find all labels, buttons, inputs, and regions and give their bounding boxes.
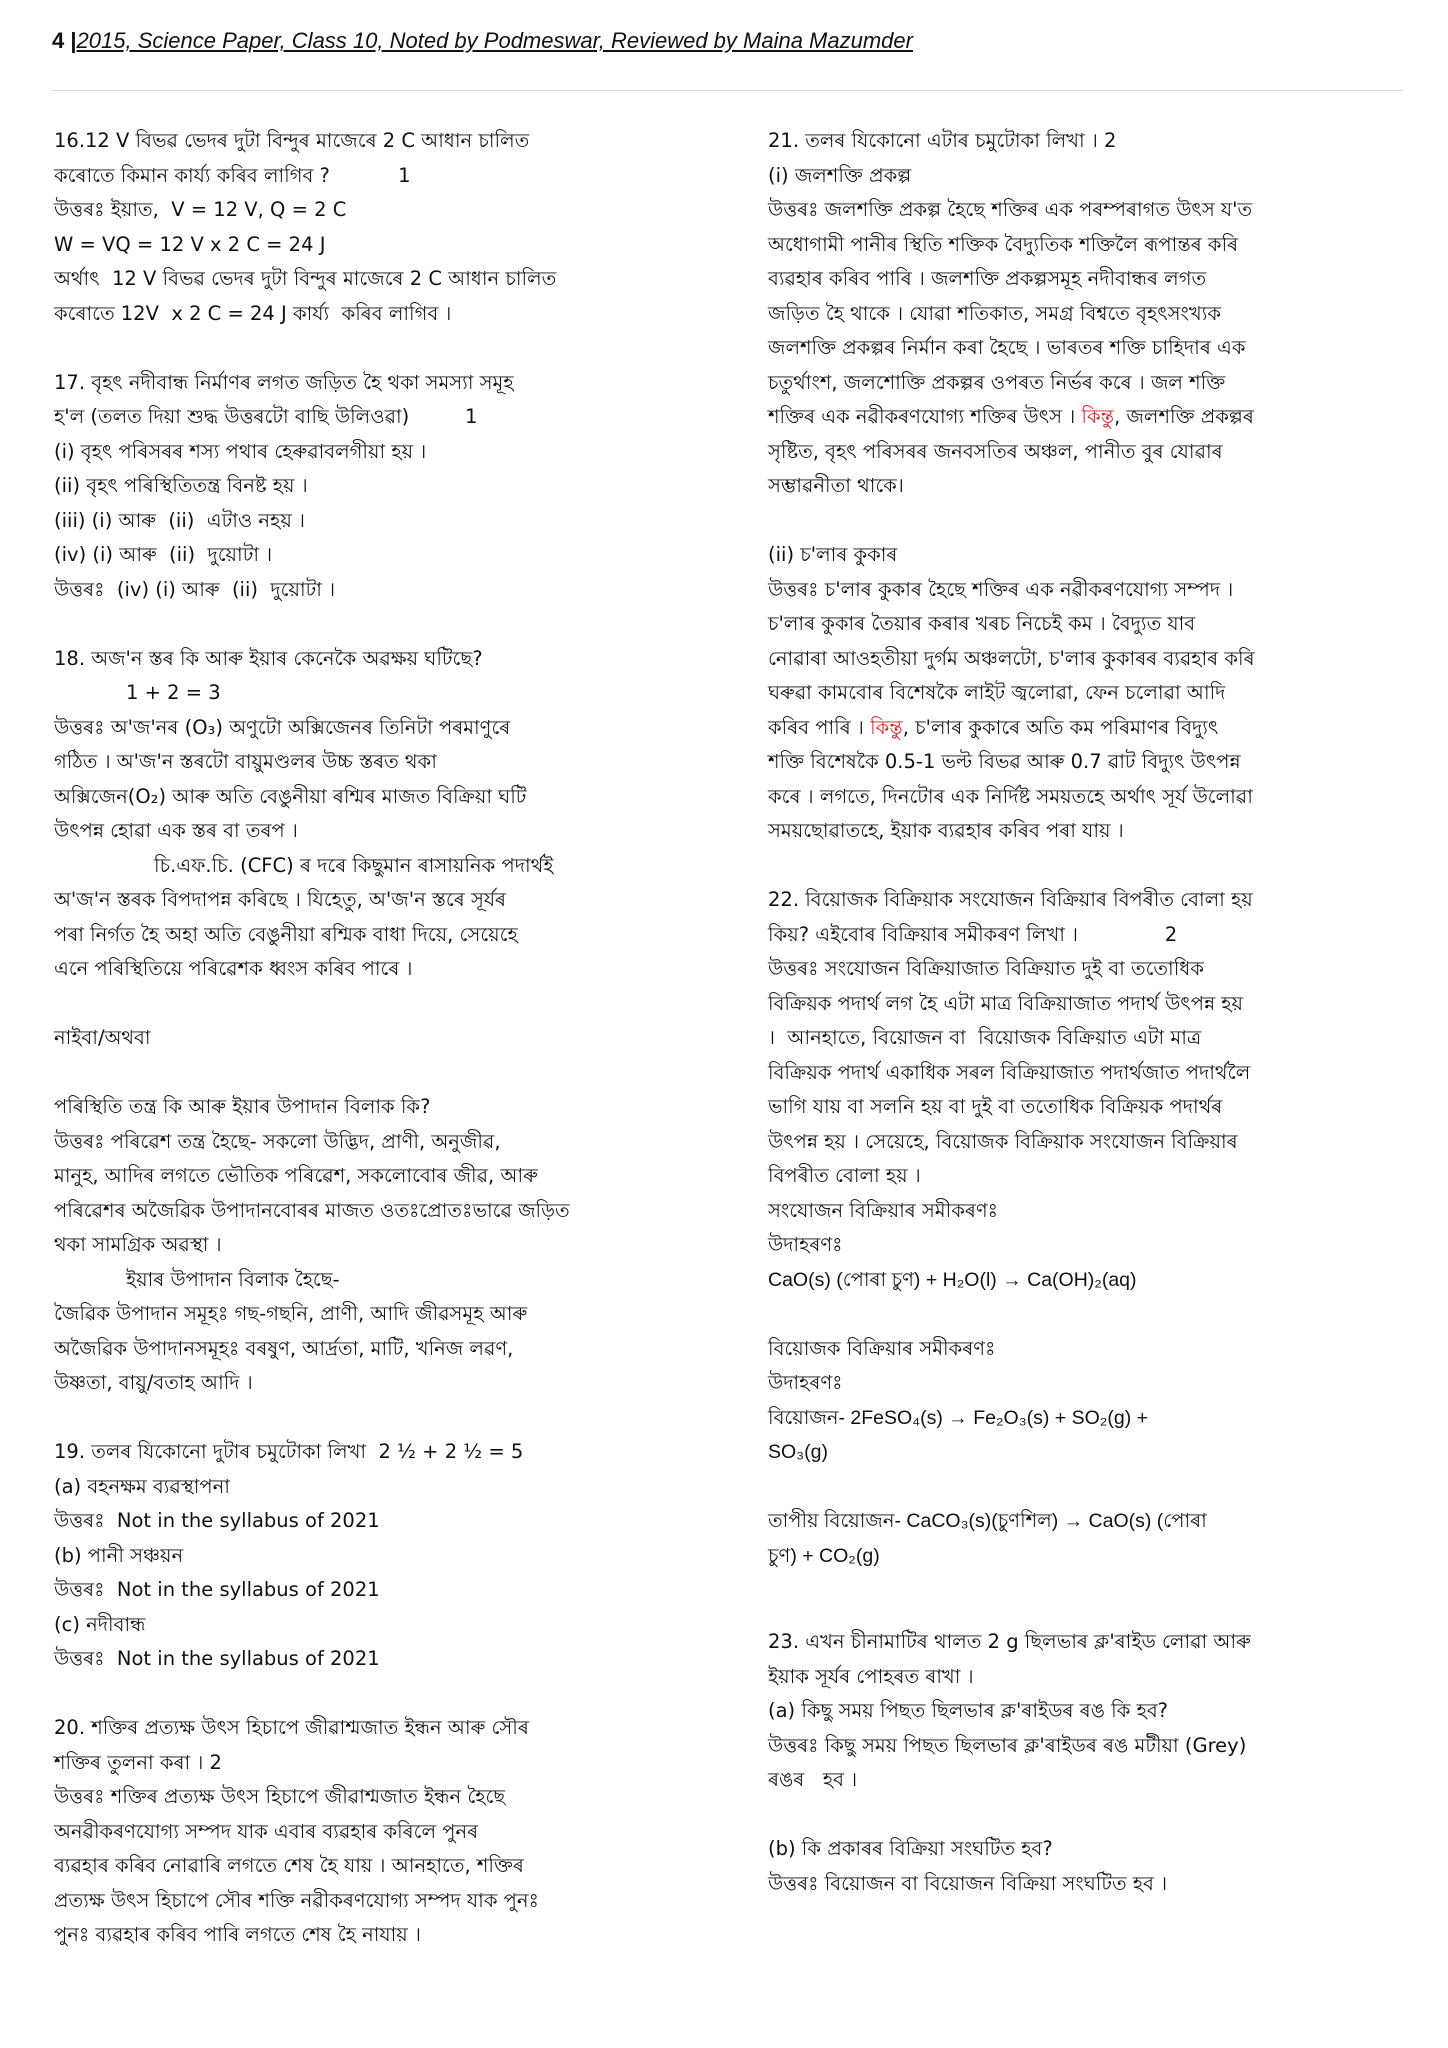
text-line: জৈৱিক উপাদান সমূহঃ গছ-গছনি, প্ৰাণী, আদি জীৱসমূহ আৰু bbox=[54, 1302, 528, 1325]
chemical-equation: SO₃(g) bbox=[768, 1441, 828, 1463]
text-line: 18. অজ'ন স্তৰ কি আৰু ইয়াৰ কেনেকৈ অৱক্ষয় ঘটিছে? bbox=[54, 646, 483, 670]
text-line: ঘৰুৱা কামবোৰ বিশেষকৈ লাইট জ্বলোৱা, ফেন চলোৱা আদি bbox=[768, 681, 1226, 704]
text-line: উৎপন্ন হয় । সেয়েহে, বিয়োজক বিক্ৰিয়াক সংযোজন বিক্ৰিয়াৰ bbox=[768, 1129, 1238, 1153]
document-title: 2015, Science Paper, Class 10, Noted by Podmeswar, Reviewed by Maina Mazumder bbox=[76, 28, 913, 53]
left-column bbox=[54, 124, 679, 1953]
text-line: 22. বিয়োজক বিক্ৰিয়াক সংযোজন বিক্ৰিয়াৰ বিপৰীত বোলা হয় bbox=[768, 888, 1253, 911]
text-line: (ii) চ'লাৰ কুকাৰ bbox=[768, 543, 898, 566]
text-line: ভাগি যায় বা সলনি হয় বা দুই বা ততোধিক বিক্ৰিয়ক পদাৰ্থৰ bbox=[768, 1095, 1223, 1118]
text-line: 23. এখন চীনামাটিৰ থালত 2 g ছিলভাৰ ক্ল'ৰাইড লোৱা আৰু bbox=[768, 1630, 1251, 1653]
text-line bbox=[768, 400, 1393, 435]
text-line: ৰঙৰ হব । bbox=[768, 1768, 858, 1791]
text-line: বিক্ৰিয়ক পদাৰ্থ লগ হৈ এটা মাত্ৰ বিক্ৰিয়াজাত পদাৰ্থ উৎপন্ন হয় bbox=[768, 991, 1244, 1015]
text-line: অনৱীকৰণযোগ্য সম্পদ যাক এবাৰ ব্যৱহাৰ কৰিলে পুনৰ bbox=[54, 1819, 479, 1843]
text-line: অক্সিজেন(O₂) আৰু অতি বেঙুনীয়া ৰশ্মিৰ মাজত বিক্ৰিয়া ঘটি bbox=[54, 784, 527, 808]
text-line: গঠিত । অ'জ'ন স্তৰটো বায়ুমণ্ডলৰ উচ্চ স্তৰত থকা bbox=[54, 750, 437, 773]
text-segment: শক্তিৰ এক নৱীকৰণযোগ্য শক্তিৰ উৎস । bbox=[768, 405, 1082, 428]
header-separator: | bbox=[70, 28, 77, 53]
text-line: কৰোতে 12V x 2 C = 24 J কাৰ্য্য কৰিব লাগিব । bbox=[54, 301, 452, 325]
text-line: উত্তৰঃ (iv) (i) আৰু (ii) দুয়োটা । bbox=[54, 577, 336, 601]
text-line: উত্তৰঃ Not in the syllabus of 2021 bbox=[54, 1509, 380, 1532]
text-line: (a) কিছু সময় পিছত ছিলভাৰ ক্ল'ৰাইডৰ ৰঙ কি হব? bbox=[768, 1699, 1169, 1722]
text-line bbox=[768, 711, 1393, 746]
text-line: উত্তৰঃ ইয়াত, V = 12 V, Q = 2 C bbox=[54, 198, 347, 221]
text-line: (b) কি প্ৰকাৰৰ বিক্ৰিয়া সংঘটিত হব? bbox=[768, 1837, 1053, 1860]
text-line: উত্তৰঃ Not in the syllabus of 2021 bbox=[54, 1578, 380, 1601]
text-line: শক্তি বিশেষকৈ 0.5-1 ভল্ট বিভৱ আৰু 0.7 ৱাট বিদ্যুৎ উৎপন্ন bbox=[768, 750, 1241, 773]
text-line: (b) পানী সঞ্চয়ন bbox=[54, 1543, 184, 1567]
text-line: এনে পৰিস্থিতিয়ে পৰিৱেশক ধ্বংস কৰিব পাৰে । bbox=[54, 957, 413, 980]
text-line: উদাহৰণঃ bbox=[768, 1233, 843, 1256]
text-line: অজৈৱিক উপাদানসমূহঃ বৰষুণ, আৰ্দ্ৰতা, মাটি, খনিজ লৱণ, bbox=[54, 1336, 514, 1360]
text-line: উত্তৰঃ পৰিৱেশ তন্ত্ৰ হৈছে- সকলো উদ্ভিদ, প্ৰাণী, অনুজীৱ, bbox=[54, 1129, 501, 1153]
text-line: উদাহৰণঃ bbox=[768, 1371, 843, 1394]
text-line: কৰে । লগতে, দিনটোৰ এক নিৰ্দিষ্ট সময়তহে অৰ্থাৎ সূৰ্য উলোৱা bbox=[768, 784, 1253, 808]
text-line: পুনঃ ব্যৱহাৰ কৰিব পাৰি লগতে শেষ হৈ নাযায় । bbox=[54, 1923, 421, 1946]
text-line: উত্তৰঃ বিয়োজন বা বিয়োজন বিক্ৰিয়া সংঘটিত হব । bbox=[768, 1871, 1168, 1895]
text-line: উত্তৰঃ চ'লাৰ কুকাৰ হৈছে শক্তিৰ এক নৱীকৰণযোগ্য সম্পদ । bbox=[768, 577, 1234, 601]
text-line: চ'লাৰ কুকাৰ তৈয়াৰ কৰাৰ খৰচ নিচেই কম । বৈদ্যুত যাব bbox=[768, 612, 1196, 635]
text-line: (i) জলশক্তি প্ৰকল্প bbox=[768, 163, 912, 187]
or-label: নাইবা/অথবা bbox=[54, 1026, 151, 1049]
text-line: 19. তলৰ যিকোনো দুটাৰ চমুটোকা লিখা 2 ½ + 2 ½ = 5 bbox=[54, 1440, 524, 1463]
text-line: । আনহাতে, বিয়োজন বা বিয়োজক বিক্ৰিয়াত এটা মাত্ৰ bbox=[768, 1026, 1202, 1049]
text-segment: কৰিব পাৰি । bbox=[768, 715, 871, 739]
text-line: ইয়াৰ উপাদান বিলাক হৈছে- bbox=[126, 1267, 340, 1291]
text-line: উৎপন্ন হোৱা এক স্তৰ বা তৰপ । bbox=[54, 819, 298, 842]
text-line: পৰিস্থিতি তন্ত্ৰ কি আৰু ইয়াৰ উপাদান বিলাক কি? bbox=[54, 1095, 431, 1118]
text-line: চতুৰ্থাংশ, জলশোক্তি প্ৰকল্পৰ ওপৰত নিৰ্ভৰ কৰে । জল শক্তি bbox=[768, 370, 1226, 394]
text-line: সৃষ্টিত, বৃহৎ পৰিসৰৰ জনবসতিৰ অঞ্চল, পানীত বুৰ যোৱাৰ bbox=[768, 439, 1223, 463]
question-19 bbox=[54, 1435, 679, 1677]
text-line: শক্তিৰ তুলনা কৰা । 2 bbox=[54, 1750, 222, 1774]
question-16 bbox=[54, 124, 679, 331]
text-line: হ'ল (তলত দিয়া শুদ্ধ উত্তৰটো বাছি উলিওৱা) 1 bbox=[54, 405, 478, 428]
ecosystem-answer bbox=[54, 1090, 679, 1401]
chemical-equation: চুণ) + CO₂(g) bbox=[768, 1544, 880, 1567]
text-line: প্ৰত্যক্ষ উৎস হিচাপে সৌৰ শক্তি নৱীকৰণযোগ্য সম্পদ যাক পুনঃ bbox=[54, 1888, 539, 1912]
question-20 bbox=[54, 1711, 679, 1953]
text-line: কিয়? এইবোৰ বিক্ৰিয়াৰ সমীকৰণ লিখা । 2 bbox=[768, 922, 1178, 946]
text-line: (iv) (i) আৰু (ii) দুয়োটা । bbox=[54, 543, 273, 566]
text-line: মানুহ, আদিৰ লগতে ভৌতিক পৰিৱেশ, সকলোবোৰ জীৱ, আৰু bbox=[54, 1164, 538, 1187]
text-line: অৰ্থাৎ 12 V বিভৱ ভেদৰ দুটা বিন্দুৰ মাজেৰে 2 C আধান চালিত bbox=[54, 267, 557, 290]
text-line: উত্তৰঃ শক্তিৰ প্ৰত্যক্ষ উৎস হিচাপে জীৱাশ্মজাত ইন্ধন হৈছে bbox=[54, 1785, 506, 1808]
text-segment: , জলশক্তি প্ৰকল্পৰ bbox=[1114, 405, 1254, 428]
question-17 bbox=[54, 366, 679, 608]
text-line: (i) বৃহৎ পৰিসৰৰ শস্য পথাৰ হেৰুৱাবলগীয়া হয় । bbox=[54, 439, 427, 463]
text-line: সম্ভাৱনীতা থাকে। bbox=[768, 474, 904, 497]
text-line: বিক্ৰিয়ক পদাৰ্থ একাধিক সৰল বিক্ৰিয়াজাত পদাৰ্থজাত পদাৰ্থলৈ bbox=[768, 1060, 1251, 1084]
text-line: কৰোতে কিমান কাৰ্য্য কৰিব লাগিব ? 1 bbox=[54, 163, 411, 187]
page-number: 4 bbox=[52, 28, 65, 53]
marks-line: 1 + 2 = 3 bbox=[126, 681, 221, 704]
text-line: উষ্ণতা, বায়ু/বতাহ আদি । bbox=[54, 1371, 253, 1394]
text-line: উত্তৰঃ Not in the syllabus of 2021 bbox=[54, 1647, 380, 1670]
right-column bbox=[768, 124, 1393, 1901]
chemical-equation: বিয়োজন- 2FeSO₄(s) → Fe₂O₃(s) + SO₂(g) + bbox=[768, 1406, 1148, 1429]
text-line: ব্যৱহাৰ কৰিব নোৱাৰি লগতে শেষ হৈ যায় । আনহাতে, শক্তিৰ bbox=[54, 1854, 524, 1877]
text-line: উত্তৰঃ কিছু সময় পিছত ছিলভাৰ ক্ল'ৰাইডৰ ৰঙ মটীয়া (Grey) bbox=[768, 1733, 1247, 1757]
text-line: W = VQ = 12 V x 2 C = 24 J bbox=[54, 232, 326, 256]
text-line: উত্তৰঃ সংযোজন বিক্ৰিয়াজাত বিক্ৰিয়াত দুই বা ততোধিক bbox=[768, 957, 1204, 980]
highlighted-word: কিন্তু bbox=[1081, 405, 1115, 428]
text-segment: , চ'লাৰ কুকাৰে অতি কম পৰিমাণৰ বিদ্যুৎ bbox=[902, 715, 1219, 739]
text-line: পৰা নিৰ্গত হৈ অহা অতি বেঙুনীয়া ৰশ্মিক বাধা দিয়ে, সেয়েহে bbox=[54, 922, 518, 946]
text-line: উত্তৰঃ অ'জ'নৰ (O₃) অণুটো অক্সিজেনৰ তিনিটা পৰমাণুৰে bbox=[54, 715, 511, 739]
text-line: সময়ছোৱাতহে, ইয়াক ব্যৱহাৰ কৰিব পৰা যায় । bbox=[768, 819, 1124, 842]
highlighted-word: কিন্তু bbox=[870, 715, 903, 739]
text-line: 21. তলৰ যিকোনো এটাৰ চমুটোকা লিখা । 2 bbox=[768, 129, 1117, 152]
chemical-equation: CaO(s) (পোৰা চুণ) + H₂O(l) → Ca(OH)₂(aq) bbox=[768, 1268, 1137, 1291]
text-line: অ'জ'ন স্তৰক বিপদাপন্ন কৰিছে । যিহেতু, অ'জ'ন স্তৰে সূৰ্যৰ bbox=[54, 888, 507, 911]
text-line: 17. বৃহৎ নদীবান্ধ নিৰ্মাণৰ লগত জড়িত হৈ থকা সমস্যা সমূহ bbox=[54, 370, 514, 394]
header-divider bbox=[52, 90, 1402, 91]
text-line: (c) নদীবান্ধ bbox=[54, 1612, 146, 1636]
text-line: নোৱাৰা আওহতীয়া দুৰ্গম অঞ্চলটো, চ'লাৰ কুকাৰৰ ব্যৱহাৰ কৰি bbox=[768, 646, 1255, 670]
text-line: (a) বহনক্ষম ব্যৱস্থাপনা bbox=[54, 1474, 230, 1498]
text-line: জলশক্তি প্ৰকল্পৰ নিৰ্মান কৰা হৈছে । ভাৰতৰ শক্তি চাহিদাৰ এক bbox=[768, 336, 1246, 359]
question-21 bbox=[768, 124, 1393, 849]
chemical-equation: তাপীয় বিয়োজন- CaCO₃(s)(চুণশিল) → CaO(s) (পোৰা bbox=[768, 1510, 1207, 1532]
text-line: 16.12 V বিভৱ ভেদৰ দুটা বিন্দুৰ মাজেৰে 2 C আধান চালিত bbox=[54, 129, 530, 152]
question-23 bbox=[768, 1625, 1393, 1901]
text-line: পৰিৱেশৰ অজৈৱিক উপাদানবোৰৰ মাজত ওতঃপ্ৰোতঃভাৱে জড়িত bbox=[54, 1198, 570, 1222]
text-line: (ii) বৃহৎ পৰিস্থিতিতন্ত্ৰ বিনষ্ট হয় । bbox=[54, 474, 308, 497]
question-18 bbox=[54, 642, 679, 987]
text-line: ইয়াক সূৰ্যৰ পোহৰত ৰাখা । bbox=[768, 1664, 974, 1688]
text-line: জড়িত হৈ থাকে । যোৱা শতিকাত, সমগ্ৰ বিশ্বতে বৃহৎসংখ্যক bbox=[768, 301, 1222, 325]
text-line: চি.এফ.চি. (CFC) ৰ দৰে কিছুমান ৰাসায়নিক পদাৰ্থই bbox=[154, 853, 554, 877]
text-line: (iii) (i) আৰু (ii) এটাও নহয় । bbox=[54, 508, 305, 532]
text-line: ব্যৱহাৰ কৰিব পাৰি । জলশক্তি প্ৰকল্পসমূহ নদীবান্ধৰ লগত bbox=[768, 267, 1207, 290]
text-line: উত্তৰঃ জলশক্তি প্ৰকল্প হৈছে শক্তিৰ এক পৰম্পৰাগত উৎস য'ত bbox=[768, 198, 1253, 221]
question-22 bbox=[768, 883, 1393, 1573]
text-line: বিপৰীত বোলা হয় । bbox=[768, 1164, 921, 1187]
text-line: সংযোজন বিক্ৰিয়াৰ সমীকৰণঃ bbox=[768, 1198, 999, 1222]
page-header bbox=[52, 26, 1402, 56]
text-line: অধোগামী পানীৰ স্থিতি শক্তিক বৈদ্যুতিক শক্তিলৈ ৰূপান্তৰ কৰি bbox=[768, 232, 1239, 256]
text-line: 20. শক্তিৰ প্ৰত্যক্ষ উৎস হিচাপে জীৱাশ্মজাত ইন্ধন আৰু সৌৰ bbox=[54, 1716, 529, 1739]
text-line: থকা সামগ্ৰিক অৱস্থা । bbox=[54, 1233, 222, 1256]
text-line: বিয়োজক বিক্ৰিয়াৰ সমীকৰণঃ bbox=[768, 1336, 996, 1360]
